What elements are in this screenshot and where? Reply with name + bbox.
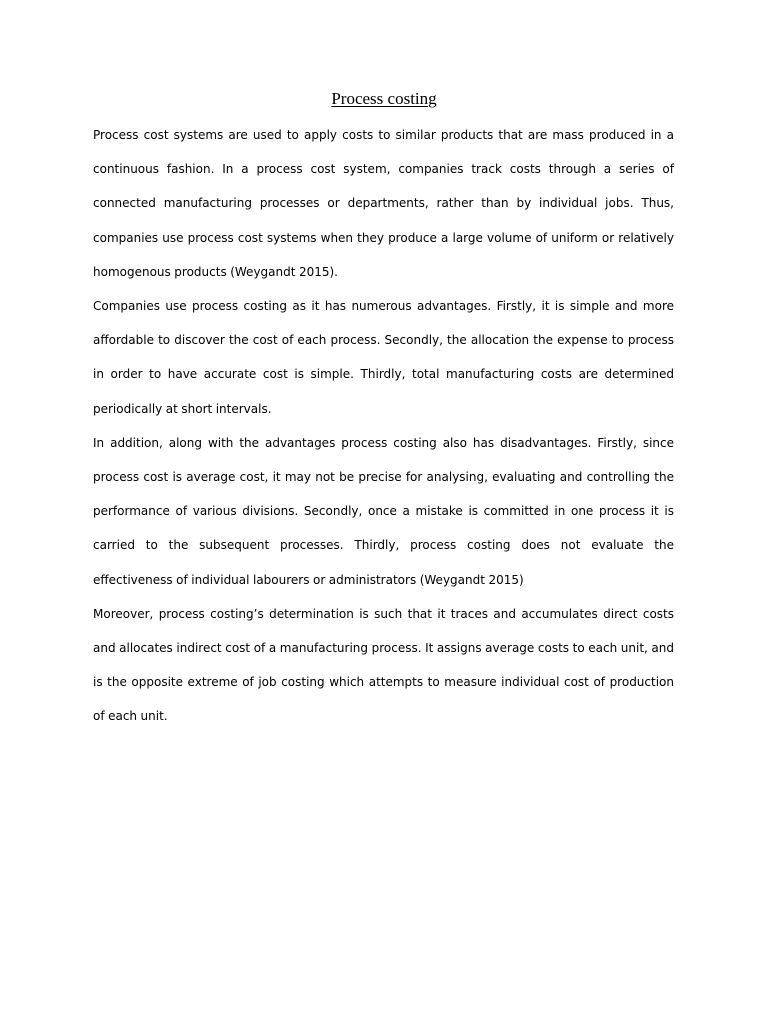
paragraph-4: Moreover, process costing’s determination is such that it traces and accumulates direct costs and allocates indirect cost of a manufacturing process. It assigns average costs to each unit, and is the opposite extreme of job costing which attempts to measure individual cost of production of each unit.	[93, 606, 674, 724]
paragraph-3: In addition, along with the advantages process costing also has disadvantages. Firstly, since process cost is average cost, it may not be precise for analysing, evaluating and controlling the performance of various divisions. Secondly, once a mistake is committed in one process it is carried to the subsequent processes. Thirdly, process costing does not evaluate the effectiveness of individual labourers or administrators (Weygandt 2015)	[93, 435, 674, 587]
document-body	[93, 118, 674, 734]
paragraph-1: Process cost systems are used to apply costs to similar products that are mass produced in a continuous fashion. In a process cost system, companies track costs through a series of connected manufacturing processes or departments, rather than by individual jobs. Thus, companies use process cost systems when they produce a large volume of uniform or relatively homogenous products (Weygandt 2015).	[93, 128, 674, 279]
paragraph-2: Companies use process costing as it has numerous advantages. Firstly, it is simple and more affordable to discover the cost of each process. Secondly, the allocation the expense to process in order to have accurate cost is simple. Thirdly, total manufacturing costs are determined periodically at short intervals.	[93, 299, 674, 416]
page-title: Process costing	[331, 89, 437, 108]
